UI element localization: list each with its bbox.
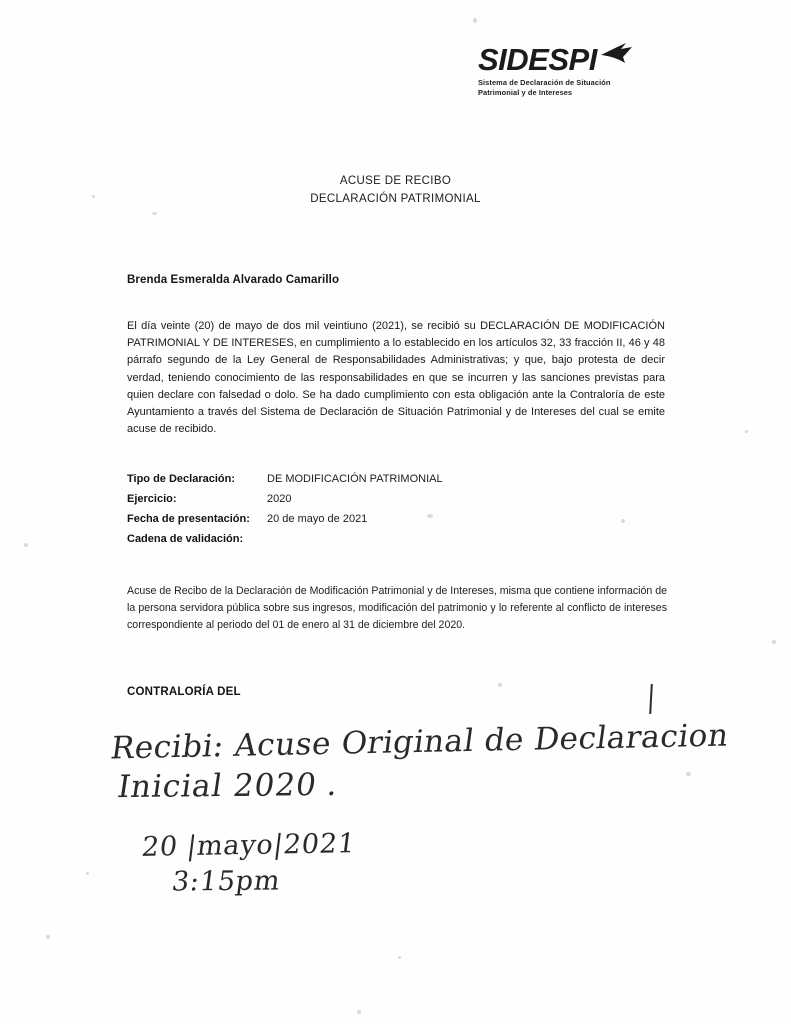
field-row — [127, 489, 667, 509]
field-label: Ejercicio: — [127, 493, 177, 505]
scan-speck — [24, 543, 28, 547]
page-title-line1: ACUSE DE RECIBO — [339, 175, 452, 187]
sidespi-logo — [478, 44, 718, 98]
scan-speck — [745, 430, 748, 433]
field-label: Cadena de validación: — [127, 533, 244, 545]
scan-speck — [498, 683, 502, 687]
field-label: Fecha de presentación: — [127, 513, 250, 525]
page-title-line2: DECLARACIÓN PATRIMONIAL — [310, 192, 481, 205]
logo-subtitle-line1: Sistema de Declaración de Situación — [478, 78, 611, 87]
footer-department: CONTRALORÍA DEL — [127, 686, 241, 698]
scan-speck — [473, 18, 477, 23]
scan-speck — [398, 956, 401, 959]
body-paragraph-1: El día veinte (20) de mayo de dos mil veintiuno (2021), se recibió su DECLARACIÓN DE MODIFICACIÓN PATRIMONIAL Y DE INTERESES, en cumplimiento a lo establecido en los artículos 32, 33 fracción II, 46 y 48 párrafo segundo de la Ley General de Responsabilidades Administrativas; y que, bajo protesta de decir verdad, teniendo conocimiento de las responsabilidades en que se incurren y las sanciones previstas para quien declare con falsedad o dolo. Se ha dado cumplimiento con esta obligación ante la Contraloría de este Ayuntamiento a través del Sistema de Declaración de Situación Patrimonial y de Intereses del cual se emite acuse de recibido. — [127, 320, 665, 436]
declaration-details — [127, 469, 667, 549]
field-label: Tipo de Declaración: — [127, 473, 235, 485]
scan-speck — [686, 772, 691, 776]
page-title — [0, 173, 791, 209]
scan-speck — [152, 212, 157, 215]
field-value: 20 de mayo de 2021 — [267, 513, 368, 525]
pen-mark — [649, 684, 653, 714]
handwritten-note-line1: Recibi: Acuse Original de Declaracion — [108, 717, 732, 767]
field-row — [127, 529, 667, 549]
handwritten-time: 3:15pm — [169, 865, 283, 898]
field-value: DE MODIFICACIÓN PATRIMONIAL — [267, 473, 443, 485]
handwritten-note-line2: Inicial 2020 . — [115, 766, 342, 806]
scan-speck — [772, 640, 776, 644]
body-paragraph-2: Acuse de Recibo de la Declaración de Modificación Patrimonial y de Intereses, misma que contiene información de la persona servidora pública sobre sus ingresos, modificación del patrimonio y lo referente al conflicto de intereses correspondiente al periodo del 01 de enero al 31 de diciembre del 2020. — [127, 585, 667, 632]
scan-speck — [46, 935, 50, 939]
arrow-right-icon — [599, 40, 633, 71]
field-row — [127, 469, 667, 489]
logo-subtitle-line2: Patrimonial y de Intereses — [478, 87, 573, 97]
handwritten-date: 20 |mayo|2021 — [139, 828, 358, 863]
field-row — [127, 509, 667, 529]
scan-speck — [357, 1010, 361, 1014]
field-value: 2020 — [267, 493, 292, 505]
recipient-name: Brenda Esmeralda Alvarado Camarillo — [127, 274, 340, 286]
logo-wordmark: SIDESPI — [478, 42, 597, 77]
scan-speck — [86, 872, 89, 875]
